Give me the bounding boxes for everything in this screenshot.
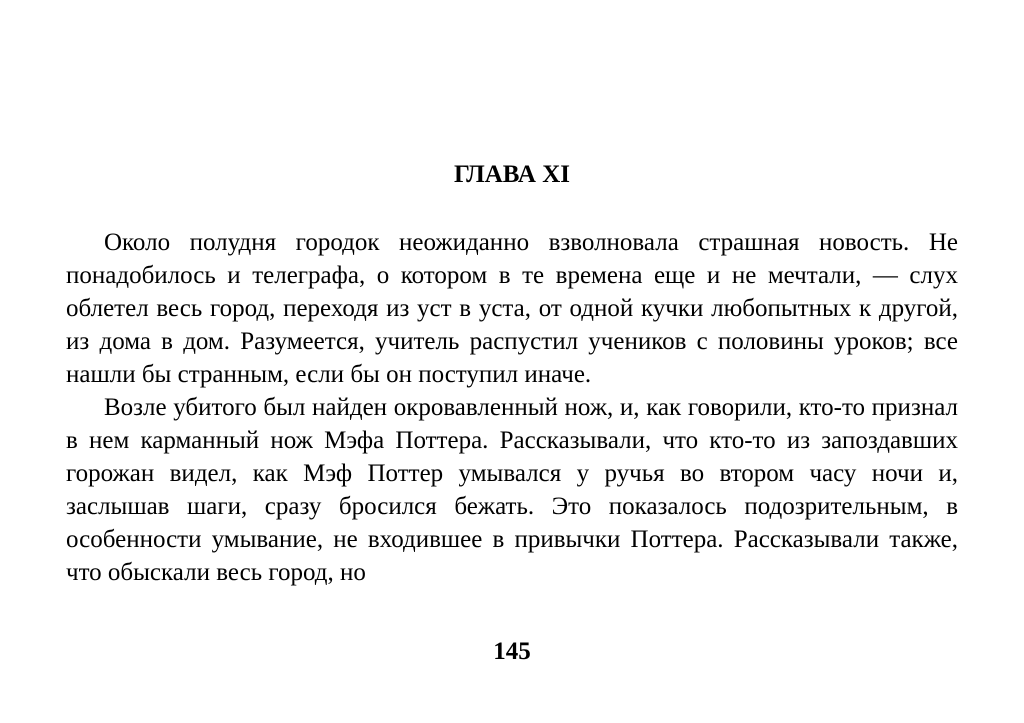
paragraph-1: Около полудня городок неожиданно взволновала страшная новость. Не понадобилось и телеграфа, о котором в те времена еще и не мечтали, — слух облетел весь город, переходя из уст в уста, от одной кучки любопытных к другой, из дома в дом. Разумеется, учитель распустил учеников с половины уроков; все нашли бы странным, если бы он поступил иначе. — [66, 229, 958, 388]
page-number: 145 — [493, 638, 531, 665]
paragraph-2: Возле убитого был найден окровавленный нож, и, как говорили, кто-то признал в нем карманный нож Мэфа Поттера. Рассказывали, что кто-то из запоздавших горожан видел, как Мэф Поттер умывался у ручья во втором часу ночи и, заслышав шаги, сразу бросился бежать. Это показалось подозрительным, в особенности умывание, не входившее в привычки Поттера. Рассказывали также, что обыскали весь город, но — [66, 394, 958, 586]
body-text — [66, 226, 958, 589]
chapter-title: ГЛАВА XI — [453, 161, 570, 188]
